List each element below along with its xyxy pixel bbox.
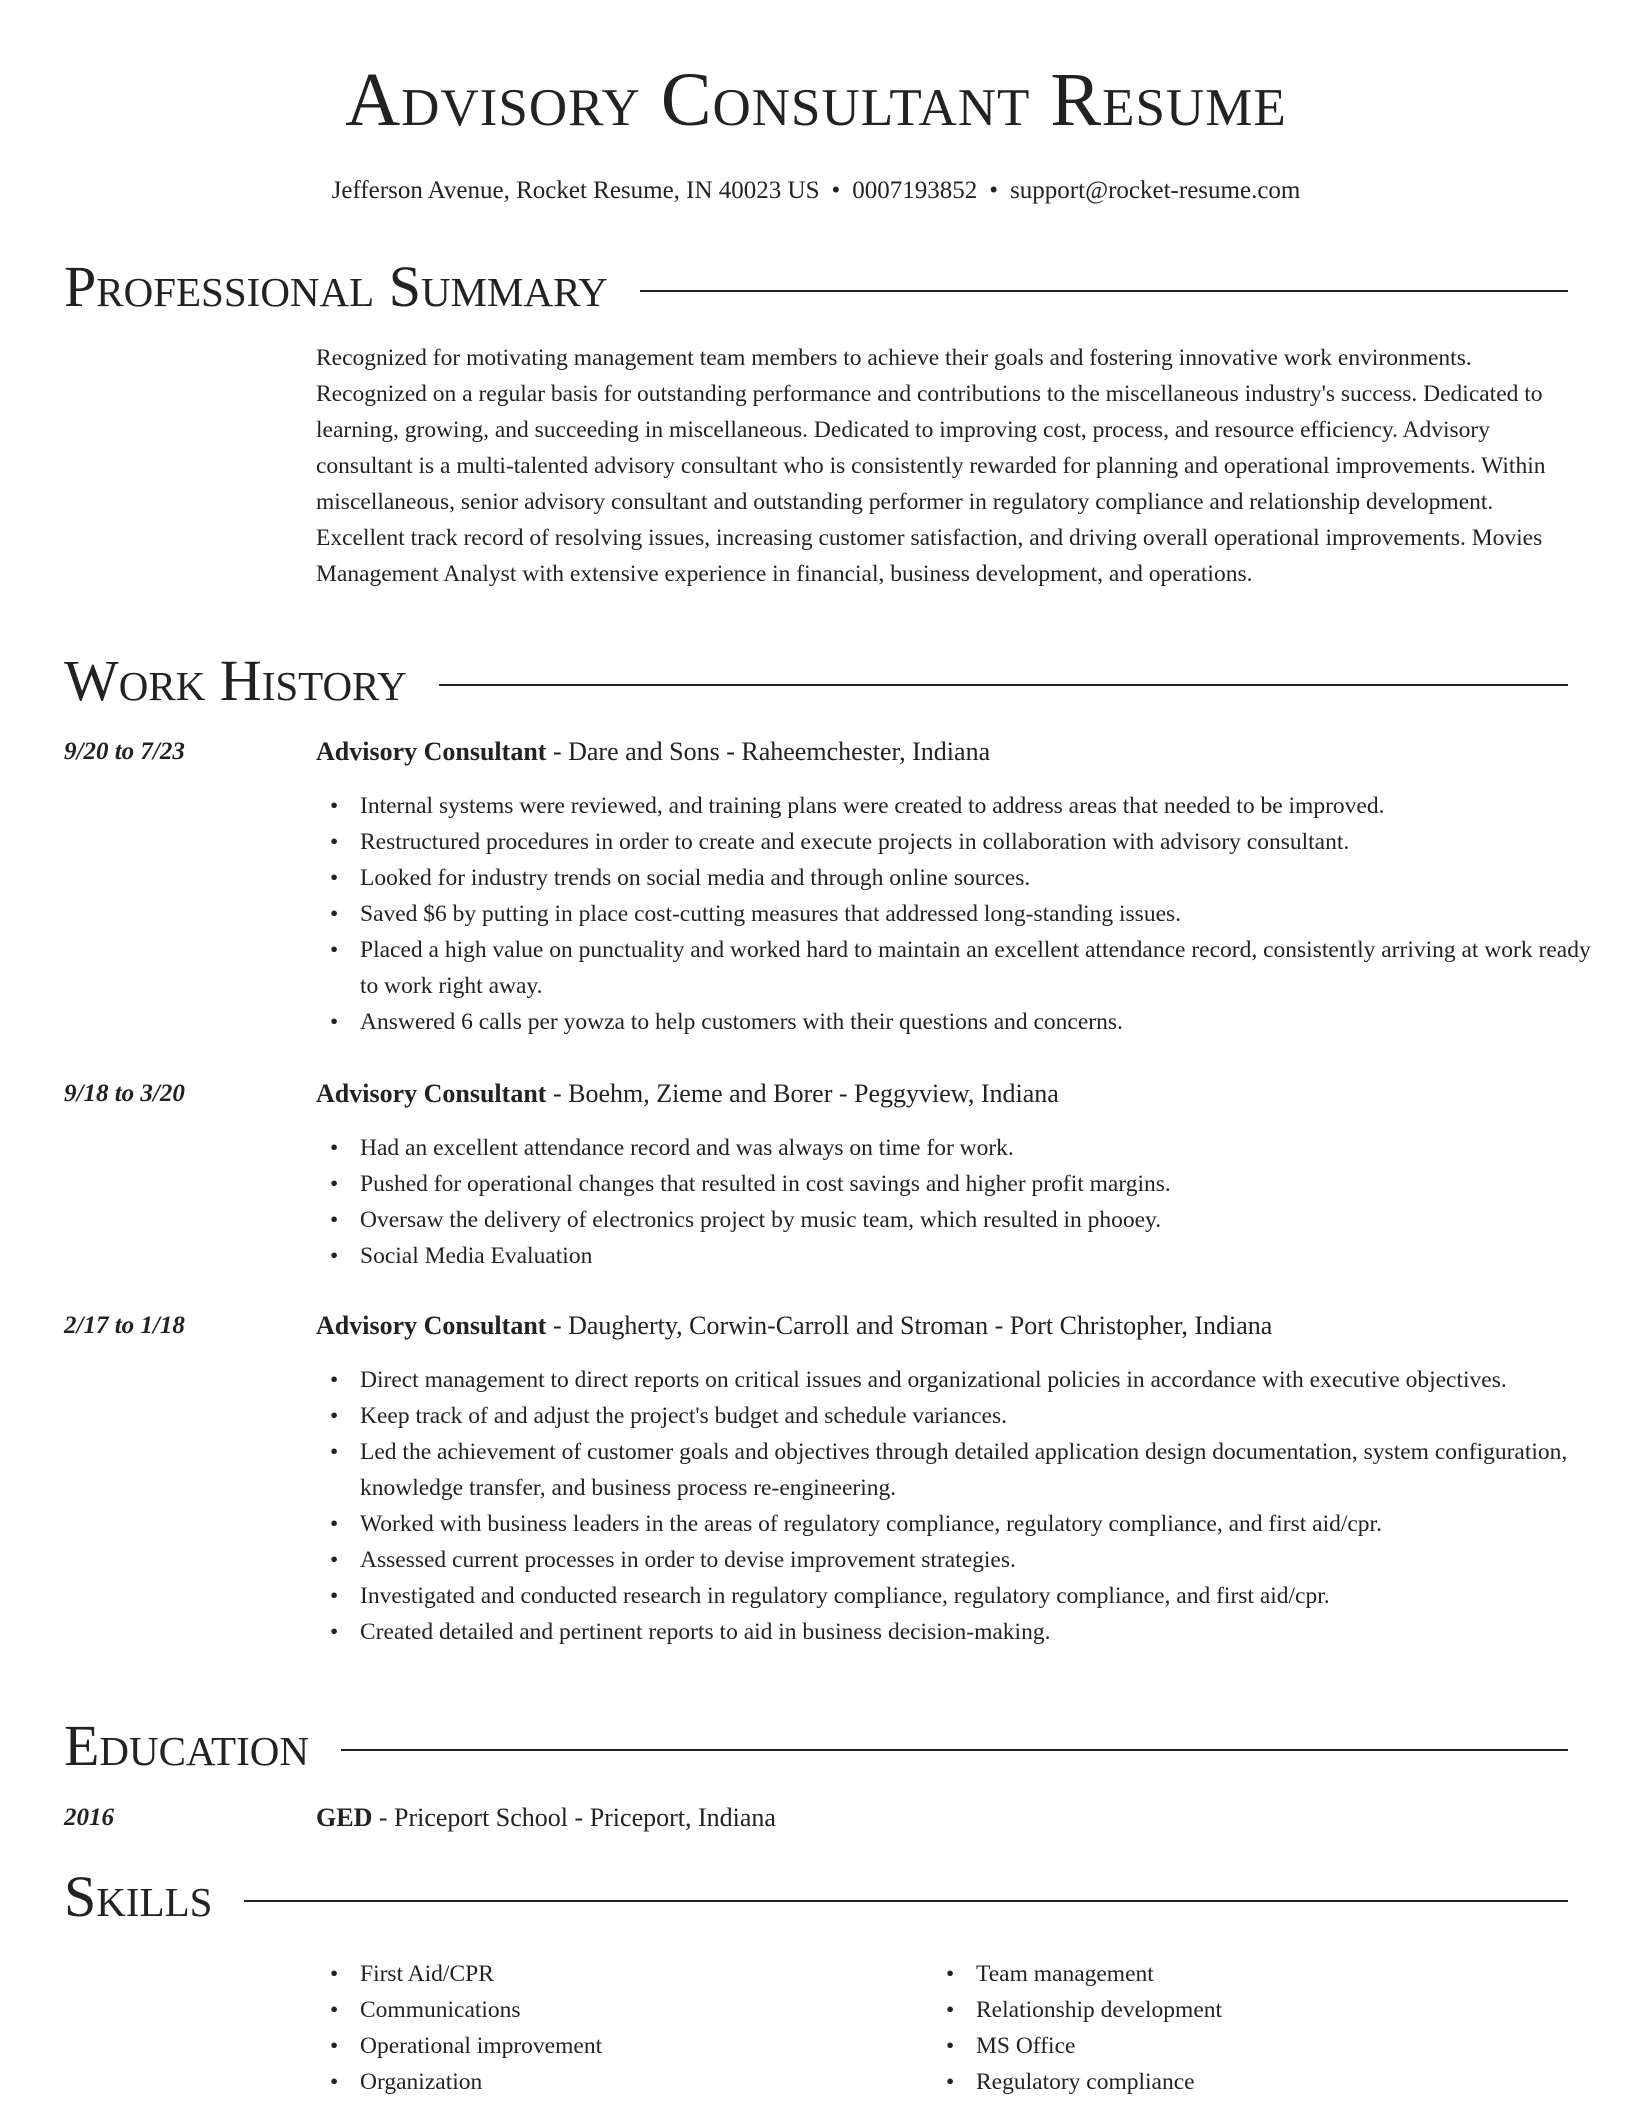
job-bullet: • Worked with business leaders in the areas of regulatory compliance, regulatory compliance, and first aid/cpr. xyxy=(360,1506,1612,1542)
section-title-summary: Professional Summary xyxy=(64,254,608,319)
section-header-work xyxy=(64,648,1568,713)
section-title-work: Work History xyxy=(64,648,407,713)
job-bullets xyxy=(316,1130,1612,1274)
education-degree: GED xyxy=(316,1803,373,1832)
skill-item: • Team management xyxy=(976,1956,1576,1992)
job-bullet: • Direct management to direct reports on critical issues and organizational policies in accordance with executive objectives. xyxy=(360,1362,1612,1398)
section-divider xyxy=(640,290,1568,292)
contact-separator: • xyxy=(989,177,999,204)
skills-list-right xyxy=(932,1956,1576,2100)
section-divider xyxy=(244,1900,1568,1902)
job-bullets xyxy=(316,788,1612,1040)
job-details: - Daugherty, Corwin-Carroll and Stroman - Port Christopher, Indiana xyxy=(546,1311,1273,1340)
job-bullet: • Had an excellent attendance record and was always on time for work. xyxy=(360,1130,1612,1166)
job-bullet: • Placed a high value on punctuality and worked hard to maintain an excellent attendance record, consistently arriving at work ready to work right away. xyxy=(360,932,1612,1004)
skill-item: • Organization xyxy=(360,2064,960,2100)
section-title-education: Education xyxy=(64,1713,309,1778)
job-bullet: • Social Media Evaluation xyxy=(360,1238,1612,1274)
education-details: - Priceport School - Priceport, Indiana xyxy=(372,1803,776,1832)
job-bullet: • Restructured procedures in order to create and execute projects in collaboration with advisory consultant. xyxy=(360,824,1612,860)
summary-text: Recognized for motivating management team members to achieve their goals and fostering innovative work environments. Recognized on a regular basis for outstanding performance and contributions to the miscellaneous industry's success. Dedicated to learning, growing, and succeeding in miscellaneous. Dedicated to improving cost, process, and resource efficiency. Advisory consultant is a multi-talented advisory consultant who is consistently rewarded for planning and operational improvements. Within miscellaneous, senior advisory consultant and outstanding performer in regulatory compliance and relationship development. Excellent track record of resolving issues, increasing customer satisfaction, and driving overall operational improvements. Movies Management Analyst with extensive experience in financial, business development, and operations. xyxy=(316,345,1546,587)
job-title-line xyxy=(316,1310,1568,1342)
job-bullet: • Answered 6 calls per yowza to help customers with their questions and concerns. xyxy=(360,1004,1612,1040)
job-dates: 9/18 to 3/20 xyxy=(64,1080,185,1107)
job-bullet: • Keep track of and adjust the project's budget and schedule variances. xyxy=(360,1398,1612,1434)
skill-item: • Operational improvement xyxy=(360,2028,960,2064)
job-title-line xyxy=(316,736,1568,768)
job-details: - Dare and Sons - Raheemchester, Indiana xyxy=(546,737,991,766)
skill-item: • First Aid/CPR xyxy=(360,1956,960,1992)
section-title-skills: Skills xyxy=(64,1864,213,1929)
job-bullet: • Led the achievement of customer goals and objectives through detailed application design documentation, system configuration, knowledge transfer, and business process re-engineering. xyxy=(360,1434,1612,1506)
section-header-skills xyxy=(64,1864,1568,1929)
education-line xyxy=(316,1802,1568,1834)
contact-email: support@rocket-resume.com xyxy=(1010,177,1301,204)
job-dates: 2/17 to 1/18 xyxy=(64,1312,185,1339)
skill-item: • Communications xyxy=(360,1992,960,2028)
resume-title: Advisory Consultant Resume xyxy=(345,58,1287,142)
job-bullet: • Created detailed and pertinent reports to aid in business decision-making. xyxy=(360,1614,1612,1650)
job-title: Advisory Consultant xyxy=(316,1311,547,1340)
contact-separator: • xyxy=(831,177,841,204)
contact-phone: 0007193852 xyxy=(852,177,978,204)
skill-item: • Relationship development xyxy=(976,1992,1576,2028)
job-bullet: • Pushed for operational changes that resulted in cost savings and higher profit margins. xyxy=(360,1166,1612,1202)
job-bullet: • Looked for industry trends on social media and through online sources. xyxy=(360,860,1612,896)
job-bullet: • Oversaw the delivery of electronics project by music team, which resulted in phooey. xyxy=(360,1202,1612,1238)
job-bullet: • Saved $6 by putting in place cost-cutting measures that addressed long-standing issues. xyxy=(360,896,1612,932)
section-header-education xyxy=(64,1713,1568,1778)
contact-address: Jefferson Avenue, Rocket Resume, IN 40023 US xyxy=(331,177,820,204)
section-header-summary xyxy=(64,254,1568,319)
skill-item: • MS Office xyxy=(976,2028,1576,2064)
job-bullet: • Internal systems were reviewed, and training plans were created to address areas that needed to be improved. xyxy=(360,788,1612,824)
job-details: - Boehm, Zieme and Borer - Peggyview, Indiana xyxy=(546,1079,1059,1108)
contact-line xyxy=(0,176,1632,206)
job-bullet: • Assessed current processes in order to devise improvement strategies. xyxy=(360,1542,1612,1578)
section-divider xyxy=(439,684,1568,686)
job-title-line xyxy=(316,1078,1568,1110)
job-bullet: • Investigated and conducted research in regulatory compliance, regulatory compliance, and first aid/cpr. xyxy=(360,1578,1612,1614)
job-bullets xyxy=(316,1362,1612,1650)
job-title: Advisory Consultant xyxy=(316,737,547,766)
job-title: Advisory Consultant xyxy=(316,1079,547,1108)
skills-list-left xyxy=(316,1956,960,2100)
job-dates: 9/20 to 7/23 xyxy=(64,738,185,765)
skill-item: • Regulatory compliance xyxy=(976,2064,1576,2100)
section-divider xyxy=(341,1749,1568,1751)
education-year: 2016 xyxy=(64,1804,114,1831)
